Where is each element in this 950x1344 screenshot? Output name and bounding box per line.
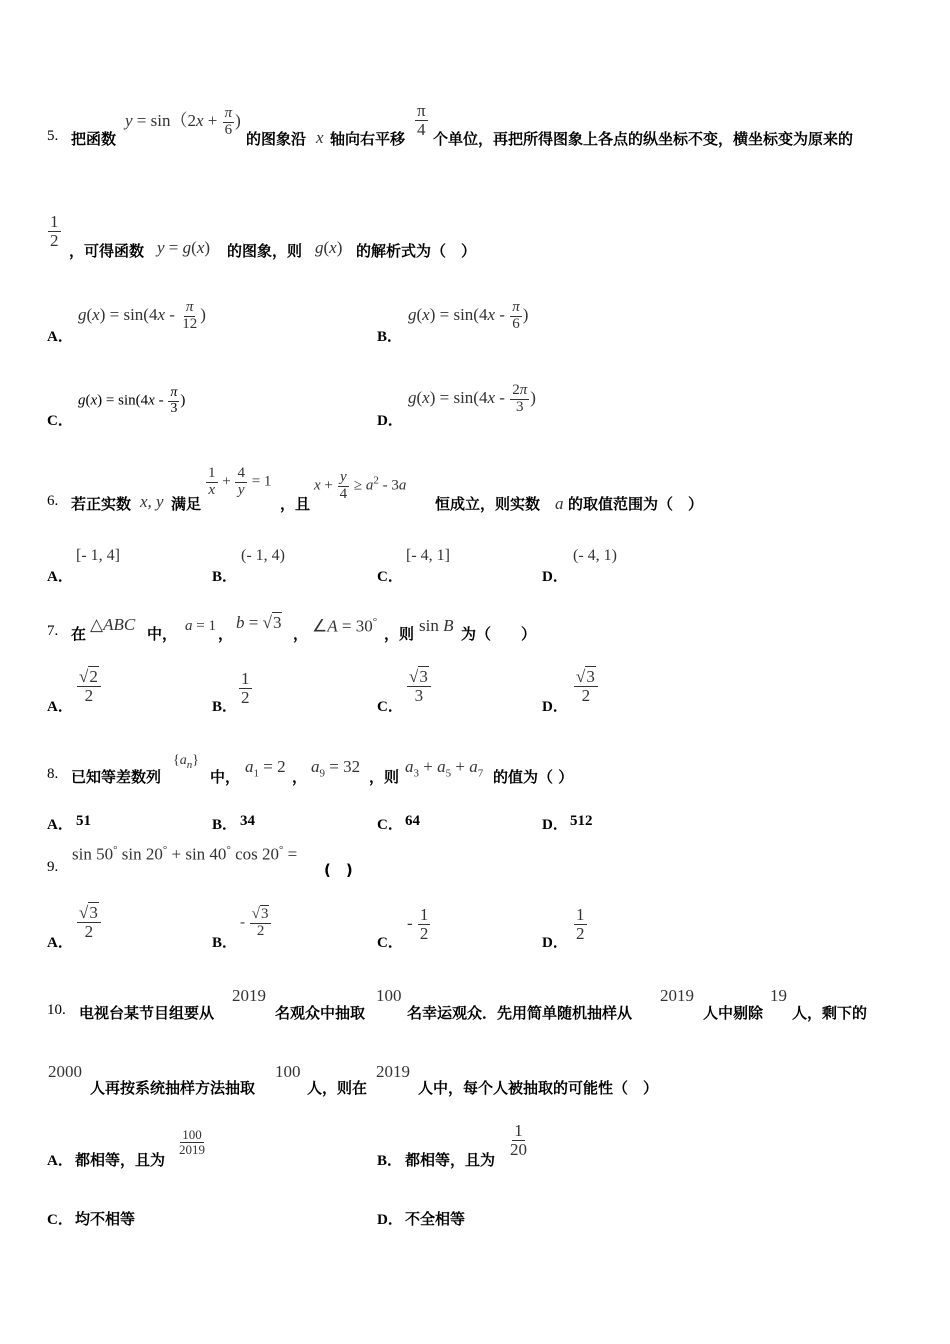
- question-number: 6.: [47, 493, 59, 509]
- math-number: 2000: [48, 1062, 82, 1081]
- math-number: 2019: [376, 1062, 410, 1081]
- option-d[interactable]: 512: [570, 813, 593, 829]
- question-text: 电视台某节目组要从: [79, 1004, 215, 1022]
- question-9: [0, 840, 950, 965]
- question-text: ，则: [384, 625, 415, 643]
- option-label: A．: [47, 1153, 73, 1169]
- question-6: [0, 450, 950, 590]
- question-text: 人中，每个人被抽取的可能性（ ）: [418, 1079, 659, 1097]
- question-text: 为（ ）: [461, 625, 537, 643]
- question-number: 10.: [47, 1002, 66, 1018]
- option-d[interactable]: g(x) = sin(4x - $\frac{2\pi}{3}$ ): [408, 382, 536, 415]
- question-text: 人，则在: [307, 1079, 368, 1097]
- math-number: 100: [275, 1062, 301, 1081]
- option-c-text[interactable]: 均不相等: [75, 1210, 136, 1228]
- math-number: 19: [770, 986, 787, 1005]
- question-text: 恒成立，则实数: [435, 495, 541, 513]
- question-text: 若正实数: [71, 495, 132, 513]
- question-text: 人中剔除: [703, 1004, 764, 1022]
- option-a[interactable]: 51: [76, 813, 91, 829]
- math-inequality: x + $\frac{y}{4}$ ≥ $a^2 - 3a$: [314, 469, 407, 502]
- option-d[interactable]: $\frac{1}{2}$: [576, 905, 585, 943]
- option-b[interactable]: - $\frac{√3}{2}$: [240, 907, 272, 940]
- math-g: g(x): [315, 238, 343, 257]
- question-text: 满足: [171, 495, 202, 513]
- question-number: 9.: [47, 859, 59, 875]
- option-label: B．: [212, 935, 238, 951]
- question-text: 名幸运观众．先用简单随机抽样从: [407, 1004, 633, 1022]
- math-axis: x: [316, 128, 324, 147]
- question-number: 7.: [47, 623, 59, 639]
- option-b-text[interactable]: 都相等，且为: [405, 1151, 496, 1169]
- question-number: 8.: [47, 766, 59, 782]
- option-label: B．: [212, 817, 238, 833]
- question-text: 人，剩下的: [792, 1004, 868, 1022]
- option-a[interactable]: g(x) = sin(4x - $\frac{\pi}{12}$ ): [78, 299, 206, 332]
- question-5: [0, 0, 950, 440]
- option-d[interactable]: $\frac{√3}{2}$: [573, 668, 599, 705]
- option-label: B．: [212, 699, 238, 715]
- option-b-value[interactable]: $\frac{1}{20}$: [510, 1121, 527, 1159]
- option-label: C．: [377, 569, 403, 585]
- question-text: 的图象，则: [227, 242, 303, 260]
- question-text: ，且: [280, 495, 311, 513]
- math-sum: $a_3 + a_5 + a_7$: [405, 757, 484, 780]
- math-angle: ∠A = 30°: [312, 616, 378, 636]
- option-a[interactable]: $\frac{√3}{2}$: [76, 904, 102, 941]
- question-7: [0, 600, 950, 730]
- option-a-text[interactable]: 都相等，且为: [75, 1151, 166, 1169]
- option-label: A．: [47, 699, 73, 715]
- option-label: D．: [542, 817, 568, 833]
- question-8: [0, 745, 950, 835]
- question-text: 的值为（ ）: [493, 768, 574, 786]
- option-label: C．: [377, 817, 403, 833]
- option-a[interactable]: $\frac{√2}{2}$: [76, 668, 102, 705]
- separator: ，: [218, 625, 234, 643]
- question-text: 已知等差数列: [71, 768, 162, 786]
- option-label: D．: [542, 699, 568, 715]
- option-label: A．: [47, 569, 73, 585]
- question-text: 轴向右平移: [330, 130, 406, 148]
- question-text: 把函数: [71, 130, 117, 148]
- option-b[interactable]: (- 1, 4): [241, 547, 285, 564]
- option-label: D．: [542, 935, 568, 951]
- separator: ，: [293, 625, 309, 643]
- math-number: 2019: [660, 986, 694, 1005]
- math-expression: sin 50° sin 20° + sin 40° cos 20° =: [72, 844, 298, 864]
- question-text: 在: [71, 625, 87, 643]
- question-text: ，可得函数: [69, 242, 145, 260]
- question-text: 名观众中抽取: [275, 1004, 366, 1022]
- question-number: 5.: [47, 128, 59, 144]
- math-a: a: [555, 494, 564, 513]
- math-sequence: $\{a_n\}$: [173, 753, 199, 771]
- question-text: ，则: [369, 768, 400, 786]
- separator: ，: [292, 768, 308, 786]
- math-a1: $a_1 = 2$: [245, 757, 286, 780]
- math-gfunc: y = g(x): [157, 238, 211, 257]
- option-label: B．: [377, 1153, 403, 1169]
- option-b[interactable]: $\frac{1}{2}$: [241, 669, 250, 707]
- math-sinb: sin B: [419, 616, 454, 635]
- math-shift: $\frac{\pi}{4}$: [417, 101, 426, 139]
- option-a[interactable]: [- 1, 4]: [76, 547, 120, 564]
- math-function: y = sin（2x + $\frac{\pi}{6}$ ): [125, 105, 241, 138]
- option-c[interactable]: - $\frac{1}{2}$: [407, 905, 429, 943]
- option-label: D．: [377, 413, 403, 429]
- option-label: B．: [377, 329, 403, 345]
- question-text: 个单位，再把所得图象上各点的纵坐标不变，横坐标变为原来的: [433, 130, 854, 148]
- option-c[interactable]: 64: [405, 813, 420, 829]
- option-b[interactable]: 34: [240, 813, 255, 829]
- question-10: [0, 980, 950, 1240]
- option-c[interactable]: g(x) = sin(4x - $\frac{\pi}{3}$ ): [78, 385, 186, 416]
- option-d[interactable]: (- 4, 1): [573, 547, 617, 564]
- option-label: C．: [377, 699, 403, 715]
- option-a-value[interactable]: $\frac{100}{2019}$: [179, 1127, 205, 1157]
- option-d-text[interactable]: 不全相等: [405, 1210, 466, 1228]
- question-text: 的图象沿: [246, 130, 307, 148]
- math-number: 100: [376, 986, 402, 1005]
- option-label: C．: [377, 935, 403, 951]
- option-c[interactable]: $\frac{√3}{3}$: [406, 668, 432, 705]
- option-label: D．: [542, 569, 568, 585]
- math-ratio: $\frac{1}{2}$: [50, 212, 59, 250]
- question-text: ( ): [324, 861, 353, 879]
- question-text: 中，: [147, 625, 178, 643]
- option-label: A．: [47, 935, 73, 951]
- option-label: D．: [377, 1212, 403, 1228]
- option-label: B．: [212, 569, 238, 585]
- option-label: C．: [47, 413, 73, 429]
- option-b[interactable]: g(x) = sin(4x - $\frac{\pi}{6}$ ): [408, 299, 529, 332]
- option-c[interactable]: [- 4, 1]: [406, 547, 450, 564]
- math-b: b = √3: [236, 613, 282, 632]
- math-triangle: △ABC: [90, 615, 136, 634]
- option-label: A．: [47, 329, 73, 345]
- question-text: 中，: [210, 768, 241, 786]
- math-a9: $a_9 = 32$: [311, 757, 361, 780]
- option-label: A．: [47, 817, 73, 833]
- math-number: 2019: [232, 986, 266, 1005]
- math-vars: x, y: [140, 492, 164, 511]
- question-text: 人再按系统抽样方法抽取: [90, 1079, 256, 1097]
- question-text: 的取值范围为（ ）: [568, 495, 704, 513]
- option-label: C．: [47, 1212, 73, 1228]
- math-condition: $\frac{1}{x}$ + $\frac{4}{y}$ = 1: [208, 465, 272, 498]
- question-text: 的解析式为（ ）: [356, 242, 477, 260]
- math-a: a = 1: [185, 618, 216, 634]
